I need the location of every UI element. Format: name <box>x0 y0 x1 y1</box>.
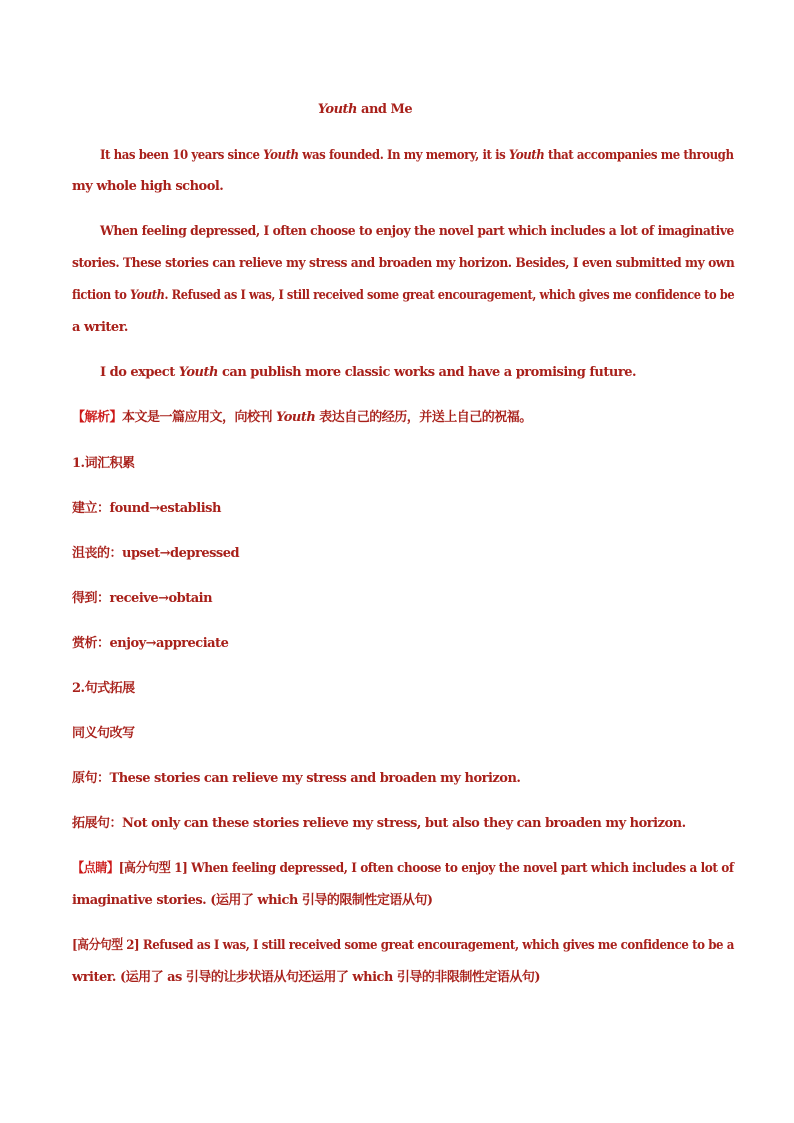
text-run: was founded. In my memory, it is <box>298 148 509 163</box>
text-run: 表达自己的经历，并送上自己的祝福。 <box>315 410 532 425</box>
sentence-subheading: 同义句改写 <box>72 726 135 741</box>
text-run: [高分句型 1] When feeling depressed, I often choose to enjoy the novel part which includes a lot of <box>118 861 734 876</box>
text-run: It has been 10 years since <box>100 148 264 163</box>
vocab-value: upset→depressed <box>122 546 240 561</box>
text-run: I do expect <box>100 365 179 380</box>
highlights-label: 【点睛】 <box>72 861 119 876</box>
vocab-item <box>72 590 212 608</box>
text-run: fiction to <box>72 288 130 303</box>
vocab-label: 赏析： <box>72 636 110 651</box>
original-text: These stories can relieve my stress and broaden my horizon. <box>109 771 521 786</box>
italic-youth: Youth <box>508 148 545 163</box>
vocab-item <box>72 500 221 518</box>
italic-youth: Youth <box>263 148 299 163</box>
essay-p2-line1: When feeling depressed, I often choose to enjoy the novel part which includes a lot of imaginative <box>100 224 734 239</box>
italic-youth: Youth <box>276 410 316 425</box>
original-sentence <box>72 770 520 788</box>
highlight-1-line1 <box>72 860 734 878</box>
essay-p1-line2: my whole high school. <box>72 179 224 194</box>
text-run: can publish more classic works and have a promising future. <box>217 365 636 380</box>
essay-p1-line1 <box>100 147 734 165</box>
italic-youth: Youth <box>129 288 165 303</box>
sentence-heading: 2.句式拓展 <box>72 681 135 696</box>
essay-p2-line3 <box>72 287 734 305</box>
analysis-label: 【解析】 <box>72 410 123 425</box>
essay-p2-line4: a writer. <box>72 320 128 335</box>
analysis-line <box>72 409 532 427</box>
italic-youth: Youth <box>178 365 218 380</box>
essay-title <box>0 101 730 119</box>
vocab-label: 沮丧的： <box>72 546 123 561</box>
highlight-1-line2: imaginative stories. (运用了 which 引导的限制性定语从句) <box>72 893 433 908</box>
vocab-value: found→establish <box>109 501 221 516</box>
vocab-label: 建立： <box>72 501 110 516</box>
essay-title-italic: Youth <box>317 102 358 117</box>
essay-title-rest: and Me <box>357 102 413 117</box>
text-run: that accompanies me through <box>544 148 734 163</box>
vocab-value: enjoy→appreciate <box>109 636 229 651</box>
text-run: 本文是一篇应用文，向校刊 <box>122 410 277 425</box>
highlight-2-line1: [高分句型 2] Refused as I was, I still received some great encouragement, which gives me confidence to be a <box>72 938 734 953</box>
original-label: 原句： <box>72 771 110 786</box>
vocab-heading: 1.词汇积累 <box>72 456 135 471</box>
vocab-item <box>72 545 239 563</box>
expanded-label: 拓展句： <box>72 816 123 831</box>
vocab-value: receive→obtain <box>109 591 213 606</box>
highlight-2-line2: writer. (运用了 as 引导的让步状语从句还运用了 which 引导的非限制性定语从句) <box>72 970 541 985</box>
expanded-text: Not only can these stories relieve my stress, but also they can broaden my horizon. <box>122 816 686 831</box>
vocab-item <box>72 635 228 653</box>
essay-p2-line2: stories. These stories can relieve my stress and broaden my horizon. Besides, I even submitted my own <box>72 256 735 271</box>
vocab-label: 得到： <box>72 591 110 606</box>
essay-p3-line1 <box>100 364 636 382</box>
text-run: . Refused as I was, I still received some great encouragement, which gives me confidence to be <box>164 288 735 303</box>
expanded-sentence <box>72 815 686 833</box>
